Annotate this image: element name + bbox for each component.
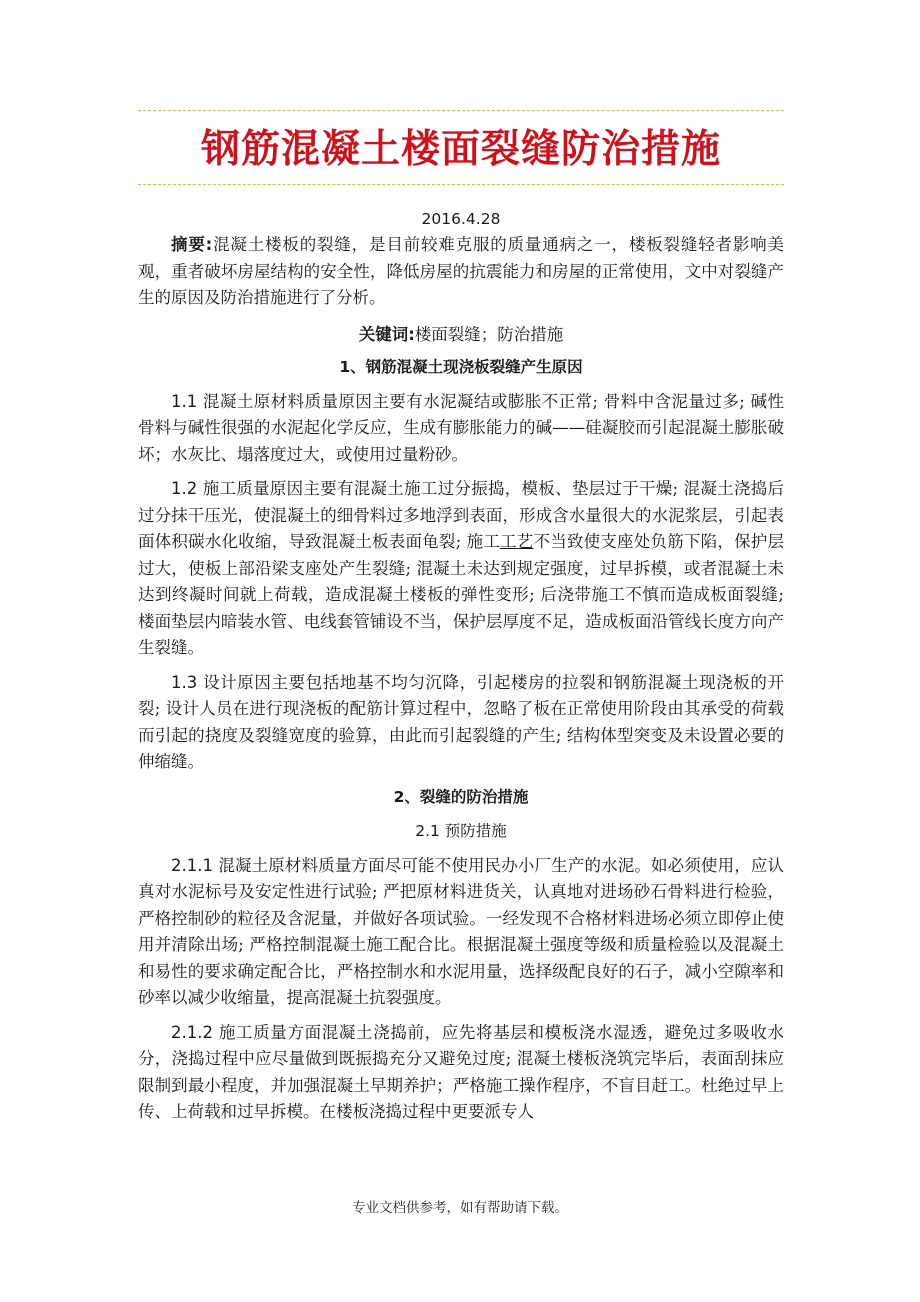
document-body (138, 206, 784, 1126)
paragraph-number: 2.1.2 (171, 1022, 213, 1042)
title-bottom-rule (138, 184, 784, 185)
keywords-text: 楼面裂缝；防治措施 (414, 324, 564, 344)
paragraph-text: 混凝土原材料质量原因主要有水泥凝结或膨胀不正常; 骨料中含泥量过多; 碱性骨料与碱性很强的水泥起化学反应，生成有膨胀能力的碱——硅凝胶而引起混凝土膨胀破坏；水灰比、塌落度过大，或使用过量粉砂。 (138, 391, 784, 464)
title-top-rule (138, 110, 784, 111)
paragraph-number: 2.1.1 (171, 855, 213, 875)
paragraph-number: 1.2 (171, 479, 198, 498)
document-date: 2016.4.28 (421, 210, 501, 228)
section-1-heading: 1、钢筋混凝土现浇板裂缝产生原因 (339, 358, 583, 376)
document-title: 钢筋混凝土楼面裂缝防治措施 (200, 126, 721, 172)
page-footer: 专业文档供参考，如有帮助请下载。 (352, 1200, 568, 1216)
paragraph-2-1-2 (138, 1020, 784, 1126)
paragraph-1-3 (138, 670, 784, 776)
underlined-term: 工艺 (500, 532, 534, 551)
abstract-text: 混凝土楼板的裂缝，是目前较难克服的质量通病之一，楼板裂缝轻者影响美观，重者破坏房屋结构的安全性，降低房屋的抗震能力和房屋的正常使用，文中对裂缝产生的原因及防治措施进行了分析。 (138, 235, 784, 307)
paragraph-1-1 (138, 389, 784, 469)
section-2-heading: 2、裂缝的防治措施 (393, 787, 529, 806)
paragraph-1-2 (138, 476, 784, 662)
paragraph-text: 施工质量原因主要有混凝土施工过分振捣，模板、垫层过于干燥; 混凝土浇捣后过分抹干压光，使混凝土的细骨料过多地浮到表面，形成含水量很大的水泥浆层，引起表面体积碳水化收缩，导致混凝土板表面龟裂; 施工 (138, 479, 784, 551)
paragraph-text: 设计原因主要包括地基不均匀沉降，引起楼房的拉裂和钢筋混凝土现浇板的开裂; 设计人员在进行现浇板的配筋计算过程中，忽略了板在正常使用阶段由其承受的荷载而引起的挠度及裂缝宽度的验算，由此而引起裂缝的产生; 结构体型突变及未设置必要的伸缩缝。 (138, 672, 784, 771)
keywords-line (138, 322, 784, 349)
paragraph-number: 1.3 (171, 672, 198, 692)
paragraph-text: 不当致使支座处负筋下陷，保护层过大，使板上部沿梁支座处产生裂缝; 混凝土未达到规定强度，过早拆模，或者混凝土未达到终凝时间就上荷载，造成混凝土楼板的弹性变形; 后浇带施工不慎而造成板面裂缝; 楼面垫层内暗装水管、电线套管铺设不当，保护层厚度不足，造成板面沿管线长度方向产生裂缝。 (138, 532, 785, 657)
abstract-label: 摘要: (171, 235, 213, 254)
paragraph-number: 1.1 (171, 391, 198, 411)
paragraph-2-1-1 (138, 853, 784, 1012)
paragraph-text: 施工质量方面混凝土浇捣前，应先将基层和模板浇水湿透，避免过多吸收水分，浇捣过程中应尽量做到既振捣充分又避免过度; 混凝土楼板浇筑完毕后，表面刮抹应限制到最小程度，并加强混凝土早期养护；严格施工操作程序，不盲目赶工。杜绝过早上传、上荷载和过早拆模。在楼板浇捣过程中更要派专人 (138, 1022, 784, 1121)
keywords-label: 关键词: (358, 324, 415, 344)
paragraph-text: 混凝土原材料质量方面尽可能不使用民办小厂生产的水泥。如必须使用，应认真对水泥标号及安定性进行试验; 严把原材料进货关，认真地对进场砂石骨料进行检验，严格控制砂的粒径及含泥量，并做好各项试验。一经发现不合格材料进场必须立即停止使用并清除出场; 严格控制混凝土施工配合比。根据混凝土强度等级和质量检验以及混凝土和易性的要求确定配合比，严格控制水和水泥用量，选择级配良好的石子，减小空隙率和砂率以减少收缩量，提高混凝土抗裂强度。 (138, 855, 784, 1007)
subsection-2-1-heading: 2.1 预防措施 (415, 822, 507, 840)
abstract-paragraph (138, 232, 784, 312)
